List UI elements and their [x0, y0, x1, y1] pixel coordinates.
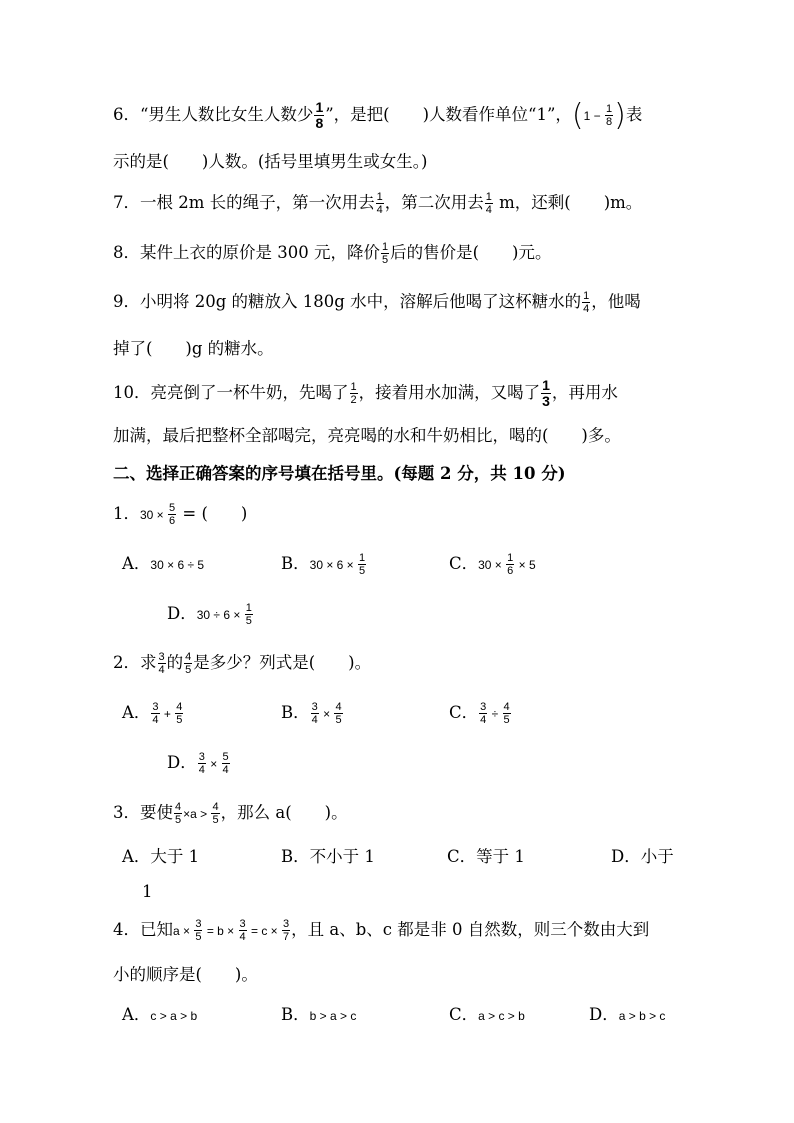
c2-option-b[interactable]: B． $\frac{3}{4}$ × $\frac{4}{5}$ [281, 701, 342, 726]
c1-option-a[interactable]: A．30 × 6 ÷ 5 [122, 554, 205, 573]
q6-text-c: 表 [625, 105, 643, 124]
c4-line2: 小的顺序是( )。 [113, 965, 258, 984]
q7-text-b: ，第二次用去 [384, 193, 484, 212]
q6-fraction-2: $\frac{1}{8}$ [606, 103, 613, 128]
q6-line2: 示的是( )人数。(括号里填男生或女生。) [113, 152, 428, 171]
q7-text-c: m，还剩( )m。 [493, 193, 643, 212]
q10-text-a: 10．亮亮倒了一杯牛奶，先喝了 [113, 383, 349, 402]
q10-text-b: ，接着用水加满，又喝了 [358, 383, 541, 402]
c2-option-c[interactable]: C． $\frac{3}{4}$ ÷ $\frac{4}{5}$ [449, 701, 510, 726]
c1-option-c[interactable]: C．30 × $\frac{1}{6}$ × 5 [449, 552, 536, 577]
q8-fraction: $\frac{1}{5}$ [381, 241, 389, 266]
c4-option-d[interactable]: D．a > b > c [589, 1005, 666, 1024]
c1-expr-b: = ( ) [177, 504, 248, 523]
q7-fraction-2: $\frac{1}{4}$ [485, 191, 492, 216]
q6-paren-left: ( [571, 97, 584, 133]
c1-number: 1． [113, 504, 140, 523]
c4-option-b[interactable]: B．b > a > c [281, 1005, 357, 1024]
q10-line2: 加满，最后把整杯全部喝完，亮亮喝的水和牛奶相比，喝的( )多。 [113, 426, 621, 445]
q7-text-a: 7．一根 2m 长的绳子，第一次用去 [113, 193, 375, 212]
q10-line1 [113, 378, 618, 409]
c1-option-b[interactable]: B．30 × 6 × $\frac{1}{5}$ [281, 552, 366, 577]
q10-fraction-2: $\frac{1}{3}$ [542, 377, 550, 409]
q7-fraction-1: $\frac{1}{4}$ [376, 191, 383, 216]
c1-expr-a: 30 × [140, 508, 168, 522]
c3-question: 3．要使 $\frac{4}{5}$ ×a > $\frac{4}{5}$ ，那么 a( )。 [113, 801, 348, 826]
q8-text-a: 8．某件上衣的原价是 300 元，降价 [113, 243, 380, 262]
c3-option-d[interactable]: D．小于 [611, 847, 674, 866]
q6-text-b: ”，是把( )人数看作单位“1”， [325, 105, 572, 124]
q6-one-minus: 1 − [583, 109, 604, 123]
q6-line1 [113, 97, 643, 133]
q6-text-a: 6．“男生人数比女生人数少 [113, 105, 314, 124]
q9-fraction: $\frac{1}{4}$ [583, 290, 590, 315]
c2-option-d[interactable]: D． $\frac{3}{4}$ × $\frac{5}{4}$ [167, 751, 229, 776]
c1-option-d[interactable]: D．30 ÷ 6 × $\frac{1}{5}$ [167, 602, 252, 627]
q10-text-c: ，再用水 [551, 383, 618, 402]
q8-line [113, 241, 551, 266]
c1-fraction: $\frac{5}{6}$ [169, 502, 176, 527]
q6-fraction: $\frac{1}{8}$ [315, 99, 324, 131]
q7-line [113, 191, 642, 216]
q10-fraction-1: $\frac{1}{2}$ [350, 381, 357, 406]
c3-option-c[interactable]: C．等于 1 [447, 847, 525, 866]
q9-text-a: 9．小明将 20g 的糖放入 180g 水中，溶解后他喝了这杯糖水的 [113, 292, 582, 311]
q9-line2: 掉了( )g 的糖水。 [113, 339, 274, 358]
c4-line1: 4．已知a × $\frac{3}{5}$ = b × $\frac{3}{4}$ = c × $\frac{3}{7}$ ，且 a、b、c 都是非 0 自然数，则三个数由大到 [113, 918, 650, 943]
q8-text-b: 后的售价是( )元。 [390, 243, 552, 262]
c3-option-d-wrap: 1 [142, 882, 153, 901]
q9-line1 [113, 290, 641, 315]
c3-option-b[interactable]: B．不小于 1 [281, 847, 375, 866]
q6-paren-right: ) [614, 97, 626, 133]
c4-option-a[interactable]: A．c > a > b [122, 1005, 198, 1024]
c2-option-a[interactable]: A． $\frac{3}{4}$ + $\frac{4}{5}$ [122, 701, 183, 726]
c4-option-c[interactable]: C．a > c > b [449, 1005, 525, 1024]
c1-question [113, 502, 247, 527]
section-2-title: 二、选择正确答案的序号填在括号里。(每题 2 分，共 10 分) [113, 464, 566, 483]
c2-question: 2．求 $\frac{3}{4}$ 的 $\frac{4}{5}$ 是多少？列式是( )。 [113, 651, 372, 676]
c3-option-a[interactable]: A．大于 1 [122, 847, 200, 866]
q9-text-b: ，他喝 [591, 292, 641, 311]
